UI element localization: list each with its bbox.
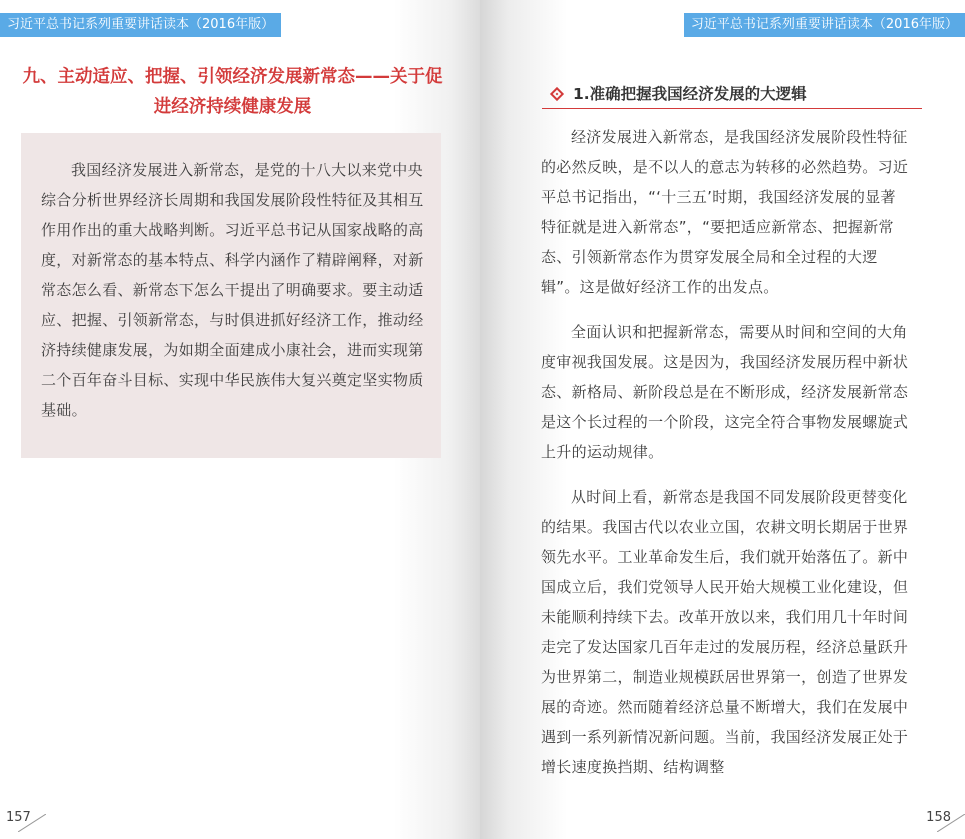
- paragraph: 从时间上看，新常态是我国不同发展阶段更替变化的结果。我国古代以农业立国，农耕文明长期居于世界领先水平。工业革命发生后，我们就开始落伍了。新中国成立后，我们党领导人民开始大规模工业化建设，但未能顺利持续下去。改革开放以来，我们用几十年时间走完了发达国家几百年走过的发展历程，经济总量跃升为世界第二，制造业规模跃居世界第一，创造了世界发展的奇迹。然而随着经济总量不断增大，我们在发展中遇到一系列新情况新问题。当前，我国经济发展正处于增长速度换挡期、结构调整: [541, 488, 909, 776]
- summary-box: [21, 133, 441, 458]
- diamond-icon: [550, 87, 564, 101]
- paragraph: 全面认识和把握新常态，需要从时间和空间的大角度审视我国发展。这是因为，我国经济发展历程中新状态、新格局、新阶段总是在不断形成，经济发展新常态是这个长过程的一个阶段，这完全符合事物发展螺旋式上升的运动规律。: [541, 323, 909, 461]
- body-text: [541, 122, 911, 797]
- left-page: [0, 0, 480, 839]
- section-heading-label: 1.准确把握我国经济发展的大逻辑: [573, 85, 807, 103]
- running-head-right: 习近平总书记系列重要讲话读本（2016年版）: [684, 13, 965, 37]
- summary-text: 我国经济发展进入新常态，是党的十八大以来党中央综合分析世界经济长周期和我国发展阶段性特征及其相互作用作出的重大战略判断。习近平总书记从国家战略的高度，对新常态的基本特点、科学内涵作了精辟阐释，对新常态怎么看、新常态下怎么干提出了明确要求。要主动适应、把握、引领新常态，与时俱进抓好经济工作，推动经济持续健康发展，为如期全面建成小康社会，进而实现第二个百年奋斗目标、实现中华民族伟大复兴奠定坚实物质基础。: [41, 161, 424, 419]
- page-number-left: 157: [6, 810, 31, 825]
- chapter-title: 九、主动适应、把握、引领经济发展新常态——关于促进经济持续健康发展: [22, 67, 443, 117]
- page-number-right: 158: [926, 810, 951, 825]
- page-curl-icon: [937, 814, 965, 832]
- paragraph: 经济发展进入新常态，是我国经济发展阶段性特征的必然反映，是不以人的意志为转移的必然趋势。习近平总书记指出，“‘十三五’时期，我国经济发展的显著特征就是进入新常态”，“要把适应新常态、把握新常态、引领新常态作为贯穿发展全局和全过程的大逻辑”。这是做好经济工作的出发点。: [541, 128, 909, 296]
- right-page: [480, 0, 965, 839]
- running-head-left: 习近平总书记系列重要讲话读本（2016年版）: [0, 13, 281, 37]
- page-curl-icon: [18, 814, 46, 832]
- section-heading: [542, 82, 922, 109]
